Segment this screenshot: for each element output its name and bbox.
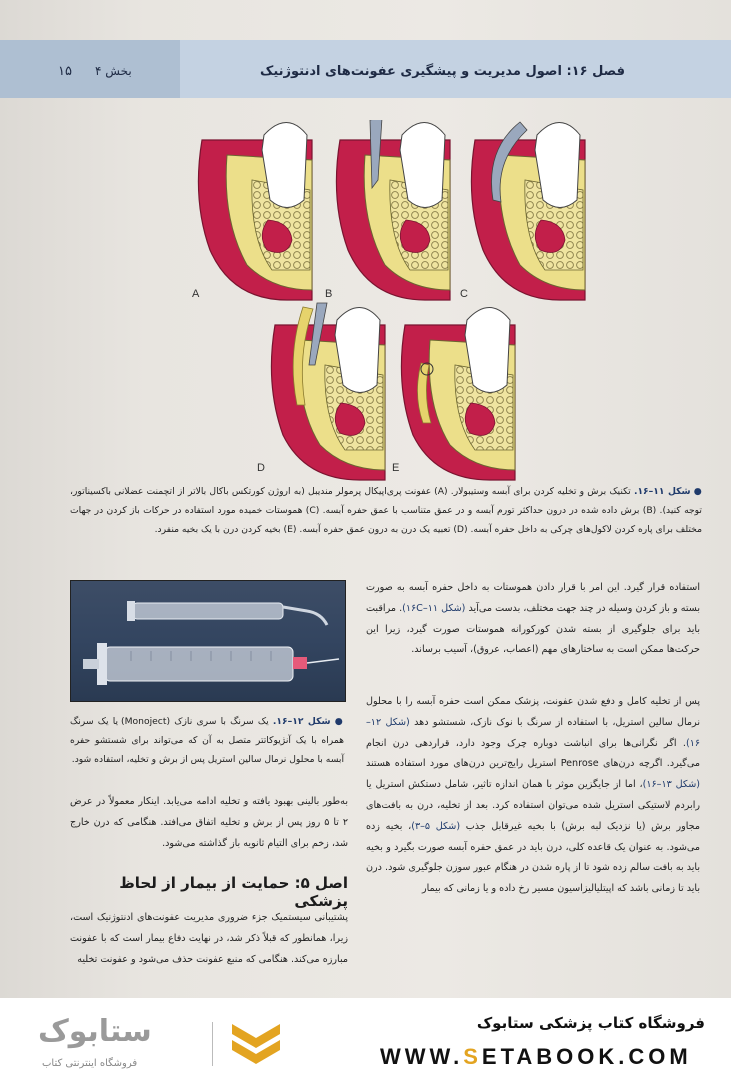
logo-divider: [212, 1022, 213, 1066]
figure-13-reference: (شکل ۱۳–۱۶): [642, 779, 700, 791]
store-name: فروشگاه کتاب پزشکی ستابوک: [476, 1014, 705, 1032]
section-heading: اصل ۵: حمایت از بیمار از لحاظ پزشکی: [119, 874, 348, 910]
figure-12-caption-body: یک سرنگ با سری نازک (Monoject) یا یک سرنگ همراه با یک آنژیوکاتتر متصل به آن که می‌تواند برای شستشو حفره آبسه با محلول نرمال سالین استریل پس از برش و تخلیه، استفاده شود.: [70, 716, 344, 765]
url-prefix: WWW.: [380, 1044, 464, 1069]
figure-label-a: A: [192, 288, 200, 300]
section-label: بخش ۴: [95, 64, 132, 78]
figure-12-caption: ● شکل ۱۲–۱۶. یک سرنگ با سری نازک (Monoject) یا یک سرنگ همراه با یک آنژیوکاتتر متصل به آن که می‌تواند برای شستشو حفره آبسه با محلول نرمال سالین استریل پس از برش و تخلیه، استفاده شود.: [70, 716, 344, 765]
chevron-logo-icon: [228, 1020, 284, 1066]
right-paragraph-1-text: استفاده قرار گیرد. این امر با قرار دادن هموستات به داخل حفره آبسه به صورت بسته و باز کردن وسیله در چند جهت مختلف، بدست می‌آید: [366, 582, 700, 614]
figure-11c-reference: (شکل ۱۱–۱۶C): [402, 602, 466, 614]
right-paragraph-1-cont: . مراقبت باید برای جلوگیری از بسته شدن کورکورانه هموستات صورت گیرد، زیرا این حرکت‌ها ممکن است به ساختارهای مهم (اعصاب، عروق)، آسیب برساند.: [366, 602, 700, 656]
panel-a-diagram: [198, 123, 312, 301]
left-paragraph-2: پشتیبانی سیستمیک جزء ضروری مدیریت عفونت‌های ادنتوژنیک است، زیرا، همانطور که قبلاً ذکر شد، در نهایت دفاع بیمار است که با عفونت مبارزه می‌کند. هنگامی که منبع عفونت حذف می‌شود و عفونت تخلیه: [70, 912, 348, 965]
left-paragraph-1: به‌طور بالینی بهبود یافته و تخلیه ادامه می‌یابد. اینکار معمولاً در عرض ۲ تا ۵ روز پس از برش و تخلیه اتفاق می‌افتد. هنگامی که درن خارج شد، زخم برای التیام ثانویه باز گذاشته می‌شود.: [70, 796, 349, 849]
figure-11-caption-body: تکنیک برش و تخلیه کردن برای آبسه وستیبولار. (A) عفونت پری‌اپیکال پرمولر مندیبل (به اروژن کورتکس باکال بالاتر از اتچمنت عضلانی باکسیناتور، توجه کنید). (B) برش داده شده در درون حداکثر تورم آبسه و در عمق متناسب با عمق حفره آبسه. (C) هموستات خمیده مورد استفاده در حرکات باز کردن در جهات مختلف برای پاره کردن لاکول‌های چرکی به داخل حفره آبسه. (D) تعبیه یک درن به درون عمق حفره آبسه. (E) بخیه کردن درن با یک بخیه منفرد.: [70, 486, 702, 535]
figure-11-caption-title: شکل ۱۱–۱۶.: [633, 486, 691, 497]
right-paragraph-2-c: ، اما از جایگزین موثر با همان اندازه تاثیر، شامل دستکش استریل یا رابردم لاستیکی استریل شده می‌توان استفاده کرد. بعد از تخلیه، درن به بافت‌های مجاور برش (یا نزدیک لبه برش) با بخیه غیرقابل جذب: [366, 779, 700, 832]
url-suffix: .COM: [618, 1044, 692, 1069]
url-middle: ETABOOK: [481, 1044, 619, 1069]
right-paragraph-2-b: . اگر نگرانی‌ها برای انباشت دوباره چرک وجود دارد، قراردهی درن انجام می‌گیرد. اگرچه درن‌های Penrose استریل رایج‌ترین درن‌های مورد استفاده هستند: [366, 737, 700, 770]
figure-label-c: C: [460, 288, 468, 300]
header-section-box: [0, 40, 180, 98]
figure-3-5-reference: (شکل ۵–۳): [411, 820, 461, 832]
panel-c-diagram: [471, 122, 585, 300]
store-url[interactable]: [380, 1044, 692, 1070]
figure-11-caption: ● شکل ۱۱–۱۶. تکنیک برش و تخلیه کردن برای آبسه وستیبولار. (A) عفونت پری‌اپیکال پرمولر مندیبل (به اروژن کورتکس باکال بالاتر از اتچمنت عضلانی باکسیناتور، توجه کنید). (B) برش داده شده در درون حداکثر تورم آبسه و در عمق متناسب با عمق حفره آبسه. (C) هموستات خمیده مورد استفاده در حرکات باز کردن در جهات مختلف برای پاره کردن لاکول‌های چرکی به داخل حفره آبسه. (D) تعبیه یک درن به درون عمق حفره آبسه. (E) بخیه کردن درن با یک بخیه منفرد.: [70, 486, 703, 535]
figure-12-reference: (شکل ۱۲–۱۶): [366, 716, 700, 749]
figure-12-caption-title: شکل ۱۲–۱۶.: [272, 716, 331, 727]
right-paragraph-1: [366, 578, 700, 661]
chapter-title: فصل ۱۶: اصول مدیریت و پیشگیری عفونت‌های ادنتوژنیک: [260, 64, 625, 79]
figure-label-b: B: [325, 288, 333, 300]
syringe-photo: [70, 580, 346, 702]
syringe-drawing: [71, 581, 345, 701]
logo-subtitle: فروشگاه اینترنتی کتاب: [42, 1058, 138, 1069]
abscess-drainage-illustration: [180, 120, 590, 484]
panel-e-diagram: [401, 308, 515, 481]
panel-b-diagram: [336, 120, 450, 300]
panel-d-diagram: [271, 303, 385, 480]
figure-label-d: D: [257, 462, 265, 474]
figure-label-e: E: [392, 462, 400, 474]
right-paragraph-2: [366, 692, 700, 900]
url-accent-letter: S: [463, 1044, 482, 1069]
right-paragraph-2-d: ، بخیه زده می‌شود. به عنوان یک قاعده کلی، درن باید در عمق حفره آبسه صورت بگیرد و بخیه باید به بافت سالم زده شود تا از پاره شدن در هنگام عبور سوزن جلوگیری شود. درن باید تا زمانی باشد که اپیتلیالیزاسیون مسیر رخ داده و یا زمانی که بیمار: [366, 820, 700, 895]
right-paragraph-2-a: پس از تخلیه کامل و دفع شدن عفونت، پزشک ممکن است حفره آبسه را با محلول نرمال سالین استریل، با استفاده از سرنگ با نوک نازک، شستشو دهد: [366, 696, 700, 728]
page-number: ۱۵: [58, 64, 72, 79]
logo-wordmark: ستابوک: [38, 1014, 152, 1049]
